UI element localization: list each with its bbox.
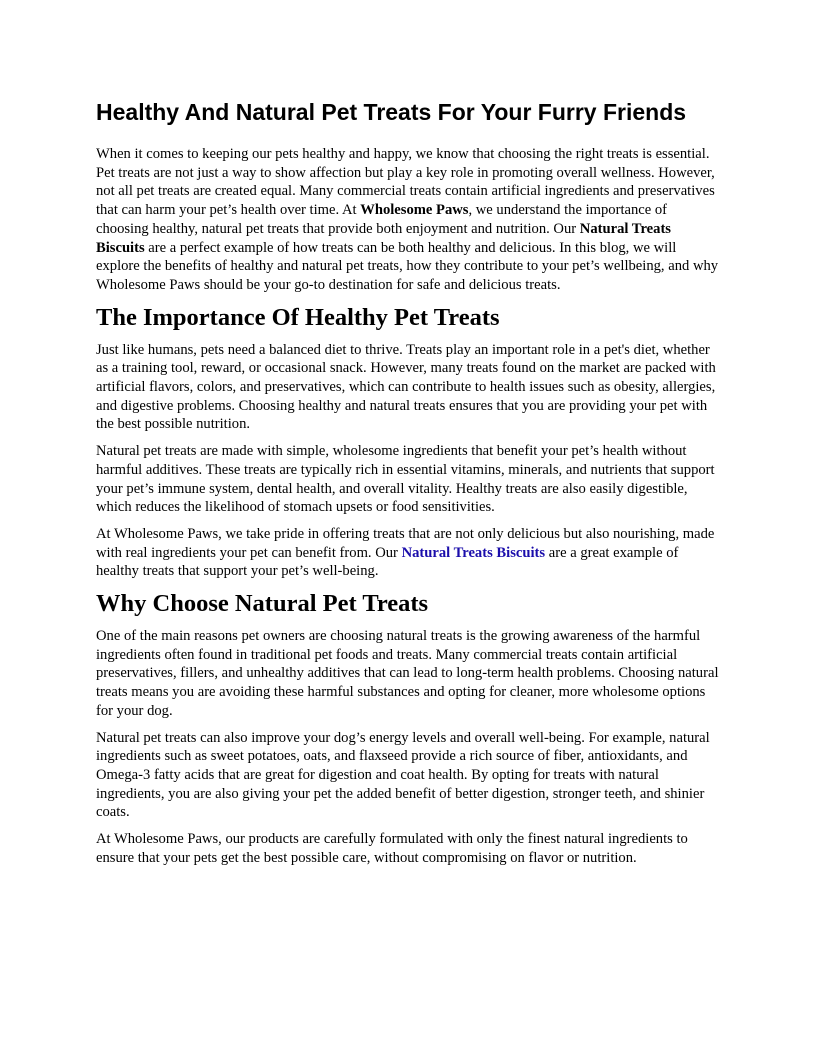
intro-text-1: When it comes to keeping our pets healthy and happy, we know that choosing the right treats is essential. Pet treats are not just a way to show affection but play a key role in promoting overall wellness. However, not all pet treats are created equal. Many commercial treats contain artificial ingredients and preservatives that can harm your pet’s health over time. At (96, 146, 715, 219)
page-title: Healthy And Natural Pet Treats For Your Furry Friends (96, 99, 687, 125)
product-name: Natural Treats Biscuits (96, 220, 671, 256)
why-paragraph-1: One of the main reasons pet owners are choosing natural treats is the growing awareness of the harmful ingredients often found in traditional pet foods and treats. Many commercial treats contain artificial preservatives, fillers, and unhealthy additives that can lead to long-term health problems. Choosing natural treats means you are avoiding these harmful substances and opting for cleaner, more wholesome options for your dog. (96, 628, 719, 719)
brand-name: Wholesome Paws (360, 202, 469, 219)
section-heading-importance: The Importance Of Healthy Pet Treats (96, 303, 500, 331)
importance-paragraph-2: Natural pet treats are made with simple, wholesome ingredients that benefit your pet’s health without harmful additives. These treats are typically rich in essential vitamins, minerals, and nutrients that support your pet’s immune system, dental health, and overall vitality. Healthy treats are also easily digestible, which reduces the likelihood of stomach upsets or food sensitivities. (96, 443, 715, 516)
importance-text-pre: At Wholesome Paws, we take pride in offering treats that are not only delicious but also nourishing, made with real ingredients your pet can benefit from. Our (96, 525, 715, 561)
why-paragraph-3: At Wholesome Paws, our products are carefully formulated with only the finest natural ingredients to ensure that your pets get the best possible care, without compromising on flavor or nutrition. (96, 831, 688, 866)
section-heading-why-natural: Why Choose Natural Pet Treats (96, 590, 429, 618)
importance-text-post: are a great example of healthy treats that support your pet’s well-being. (96, 544, 679, 580)
importance-paragraph-3 (96, 525, 720, 581)
why-paragraph-2: Natural pet treats can also improve your dog’s energy levels and overall well-being. For example, natural ingredients such as sweet potatoes, oats, and flaxseed provide a rich source of fiber, antioxidants, and Omega-3 fatty acids that are great for digestion and coat health. By opting for treats with natural ingredients, you are also giving your pet the added benefit of better digestion, stronger teeth, and shinier coats. (96, 729, 710, 821)
intro-text-2: , we understand the importance of choosing healthy, natural pet treats that provide both enjoyment and nutrition. Our (96, 202, 668, 237)
intro-text-3: are a perfect example of how treats can be both healthy and delicious. In this blog, we will explore the benefits of healthy and natural pet treats, how they contribute to your pet’s wellbeing, and why Wholesome Paws should be your go-to destination for safe and delicious treats. (96, 239, 719, 293)
natural-treats-biscuits-link[interactable]: Natural Treats Biscuits (401, 544, 546, 561)
importance-paragraph-1: Just like humans, pets need a balanced diet to thrive. Treats play an important role in a pet's diet, whether as a training tool, reward, or occasional snack. However, many treats found on the market are packed with artificial flavors, colors, and preservatives, which can contribute to health issues such as obesity, allergies, and digestive problems. Choosing healthy and natural treats ensures that you are providing your pet with the best possible nutrition. (96, 341, 716, 433)
document-page (96, 96, 720, 876)
intro-paragraph (96, 145, 720, 295)
